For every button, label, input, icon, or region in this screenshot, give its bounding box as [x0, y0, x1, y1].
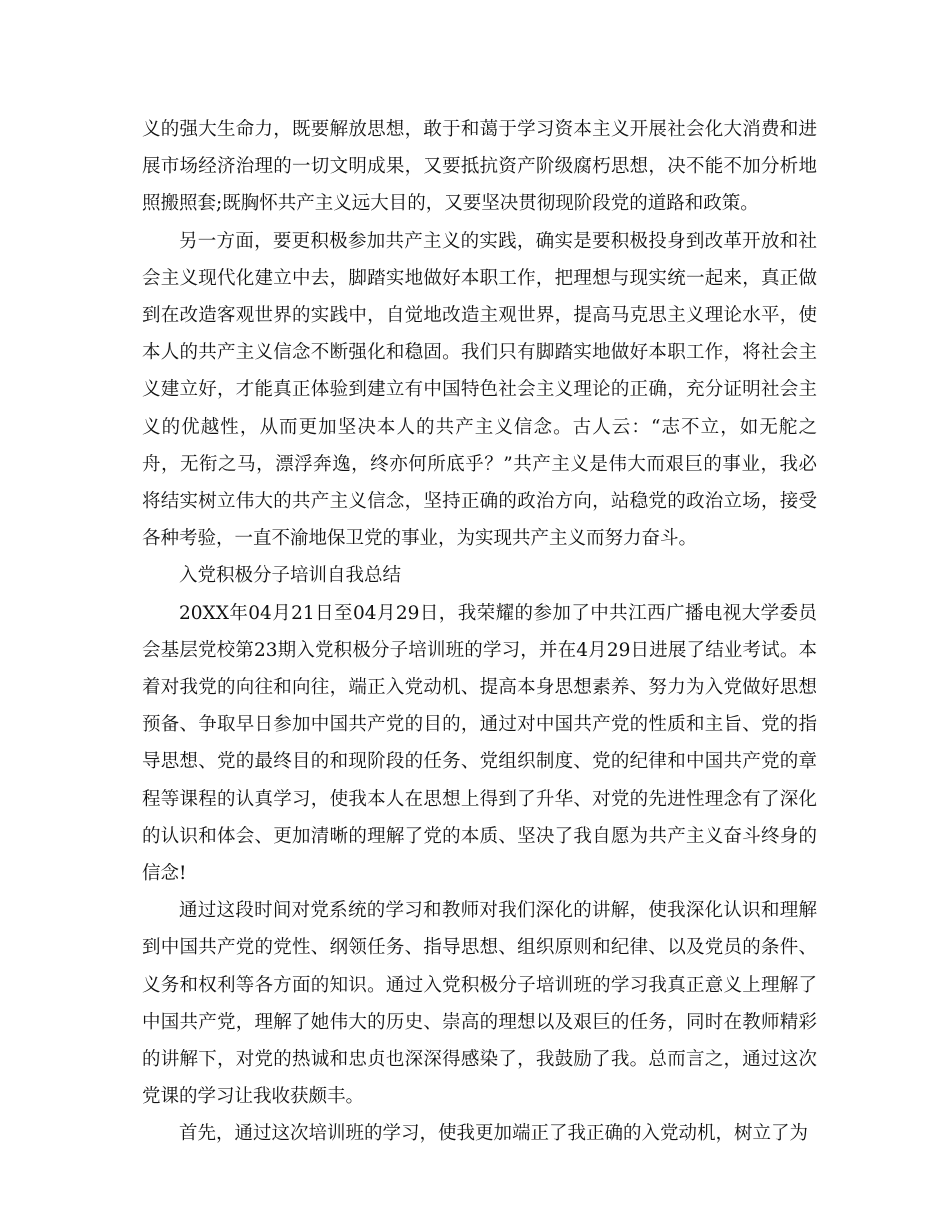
paragraph-first-point: 首先，通过这次培训班的学习，使我更加端正了我正确的入党动机，树立了为 — [179, 1123, 809, 1145]
paragraph-communist-practice: 另一方面，要更积极参加共产主义的实践，确实是要积极投身到改革开放和社会主义现代化建立中去，脚踏实地做好本职工作，把理想与现实统一起来，真正做到在改造客观世界的实践中，自觉地改造主观世界，提高马克思主义理论水平，使本人的共产主义信念不断强化和稳固。我们只有脚踏实地做好本职工作，将社会主义建立好，才能真正体验到建立有中国特色社会主义理论的正确，充分证明社会主义的优越性，从而更加坚决本人的共产主义信念。古人云：“志不立，如无舵之舟，无衔之马，漂浮奔逸，终亦何所底乎？”共产主义是伟大而艰巨的事业，我必将结实树立伟大的共产主义信念，坚持正确的政治方向，站稳党的政治立场，接受各种考验，一直不渝地保卫党的事业，为实现共产主义而努力奋斗。 — [142, 230, 817, 550]
paragraph-continued: 义的强大生命力，既要解放思想，敢于和蔼于学习资本主义开展社会化大消费和进展市场经济治理的一切文明成果，又要抵抗资产阶级腐朽思想，决不能不加分析地照搬照套;既胸怀共产主义远大目的，又要坚决贯彻现阶段党的道路和政策。 — [142, 119, 817, 215]
paragraph-training-dates: 20XX年04月21日至04月29日，我荣耀的参加了中共江西广播电视大学委员会基层党校第23期入党积极分子培训班的学习，并在4月29日进展了结业考试。本着对我党的向往和向往，端正入党动机、提高本身思想素养、努力为入党做好思想预备、争取早日参加中国共产党的目的，通过对中国共产党的性质和主旨、党的指导思想、党的最终目的和现阶段的任务、党组织制度、党的纪律和中国共产党的章程等课程的认真学习，使我本人在思想上得到了升华、对党的先进性理念有了深化的认识和体会、更加清晰的理解了党的本质、坚决了我自愿为共产主义奋斗终身的信念! — [142, 602, 817, 885]
paragraph-study-summary: 通过这段时间对党系统的学习和教师对我们深化的讲解，使我深化认识和理解到中国共产党的党性、纲领任务、指导思想、组织原则和纪律、以及党员的条件、义务和权利等各方面的知识。通过入党积极分子培训班的学习我真正意义上理解了中国共产党，理解了她伟大的历史、崇高的理想以及艰巨的任务，同时在教师精彩的讲解下，对党的热诚和忠贞也深深得感染了，我鼓励了我。总而言之，通过这次党课的学习让我收获颇丰。 — [142, 900, 817, 1108]
section-heading: 入党积极分子培训自我总结 — [179, 565, 402, 587]
document-body — [142, 111, 817, 1153]
